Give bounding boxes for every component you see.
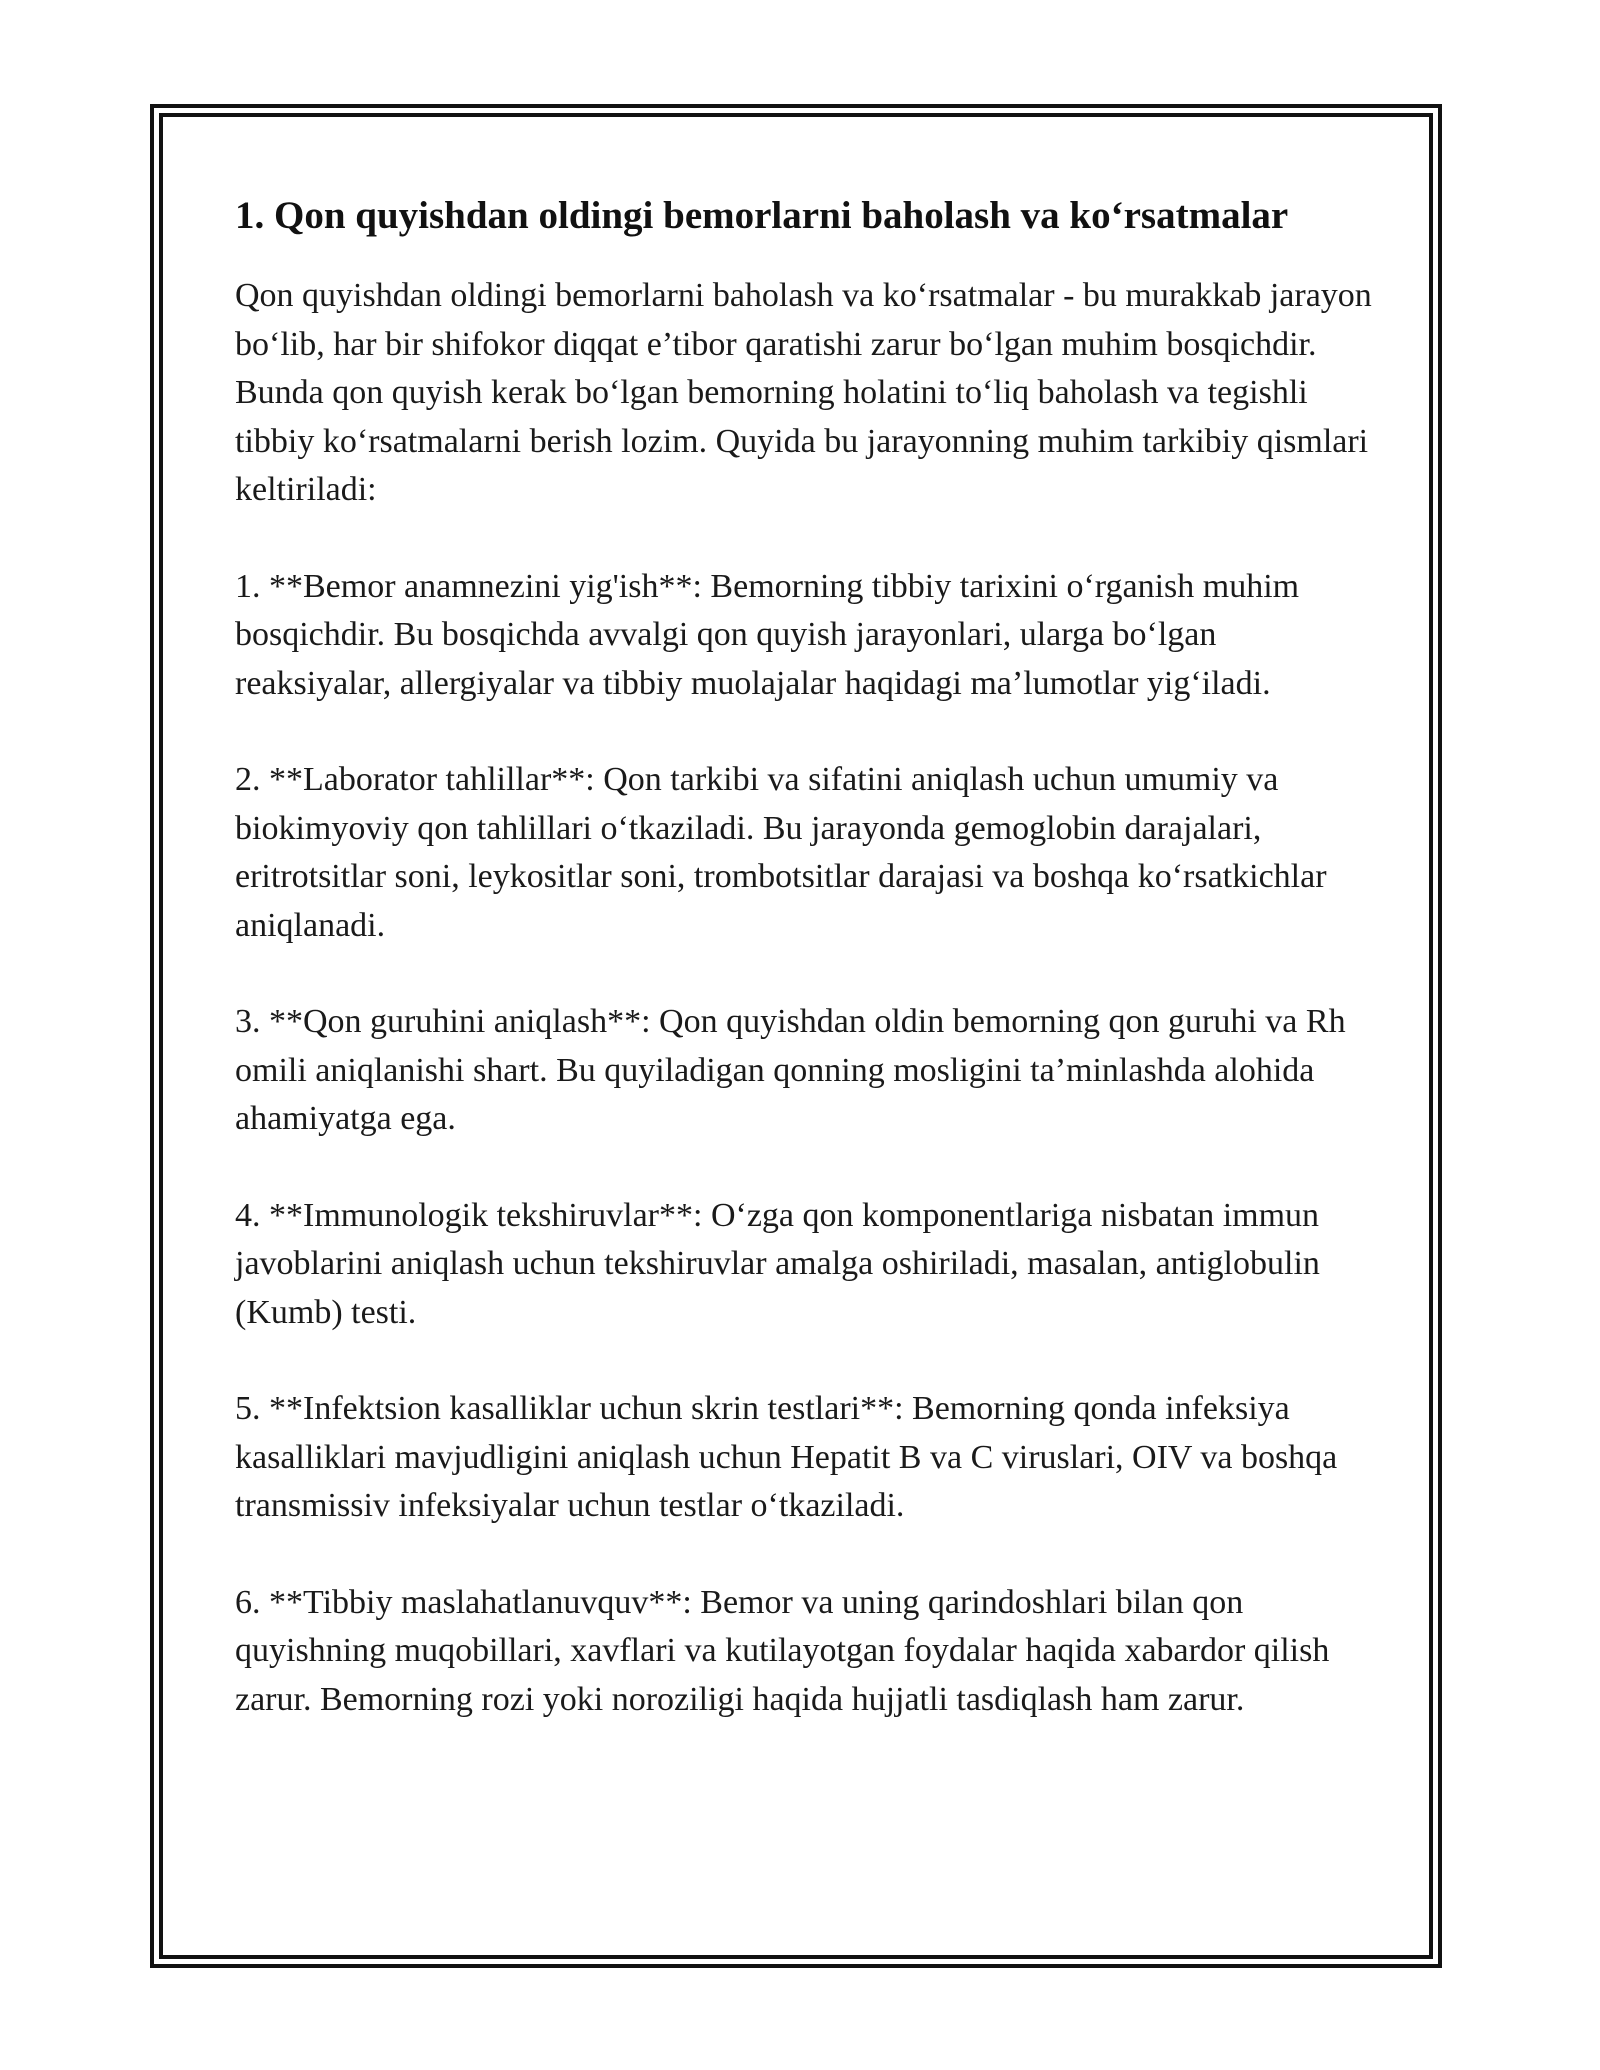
list-item-infection-screening: 5. **Infektsion kasalliklar uchun skrin testlari**: Bemorning qonda infeksiya kasalliklari mavjudligini aniqlash uchun Hepatit B va C viruslari, OIV va boshqa transmissiv infeksiyalar uchun testlar o‘tkaziladi. <box>235 1390 1338 1524</box>
list-item-immunological-tests: 4. **Immunologik tekshiruvlar**: O‘zga qon komponentlariga nisbatan immun javoblarini aniqlash uchun tekshiruvlar amalga oshiriladi, masalan, antiglobulin (Kumb) testi. <box>235 1196 1320 1331</box>
list-item-anamnesis: 1. **Bemor anamnezini yig'ish**: Bemorning tibbiy tarixini o‘rganish muhim bosqichdir. Bu bosqichda avvalgi qon quyish jarayonlari, ularga bo‘lgan reaksiyalar, allergiyalar va tibbiy muolajalar haqidagi ma’lumotlar yig‘iladi. <box>235 567 1300 702</box>
intro-paragraph: Qon quyishdan oldingi bemorlarni baholash va ko‘rsatmalar - bu murakkab jarayon bo‘lib, har bir shifokor diqqat e’tibor qaratishi zarur bo‘lgan muhim bosqichdir. Bunda qon quyish kerak bo‘lgan bemorning holatini to‘liq baholash va tegishli tibbiy ko‘rsatmalarni berish lozim. Quyida bu jarayonning muhim tarkibiy qismlari keltiriladi: <box>235 277 1372 508</box>
list-item-blood-group: 3. **Qon guruhini aniqlash**: Qon quyishdan oldin bemorning qon guruhi va Rh omili aniqlanishi shart. Bu quyiladigan qonning mosligini ta’minlashda alohida ahamiyatga ega. <box>235 1003 1346 1137</box>
list-item-medical-counseling: 6. **Tibbiy maslahatlanuvquv**: Bemor va uning qarindoshlari bilan qon quyishning muqobillari, xavflari va kutilayotgan foydalar haqida xabardor qilish zarur. Bemorning rozi yoki noroziligi haqida hujjatli tasdiqlash ham zarur. <box>235 1583 1330 1718</box>
list-item-laboratory-tests: 2. **Laborator tahlillar**: Qon tarkibi va sifatini aniqlash uchun umumiy va biokimyoviy qon tahlillari o‘tkaziladi. Bu jarayonda gemoglobin darajalari, eritrotsitlar soni, leykositlar soni, trombotsitlar darajasi va boshqa ko‘rsatkichlar aniqlanadi. <box>235 761 1327 944</box>
document-body <box>235 188 1375 1772</box>
section-heading: 1. Qon quyishdan oldingi bemorlarni baholash va ko‘rsatmalar <box>235 194 1289 237</box>
